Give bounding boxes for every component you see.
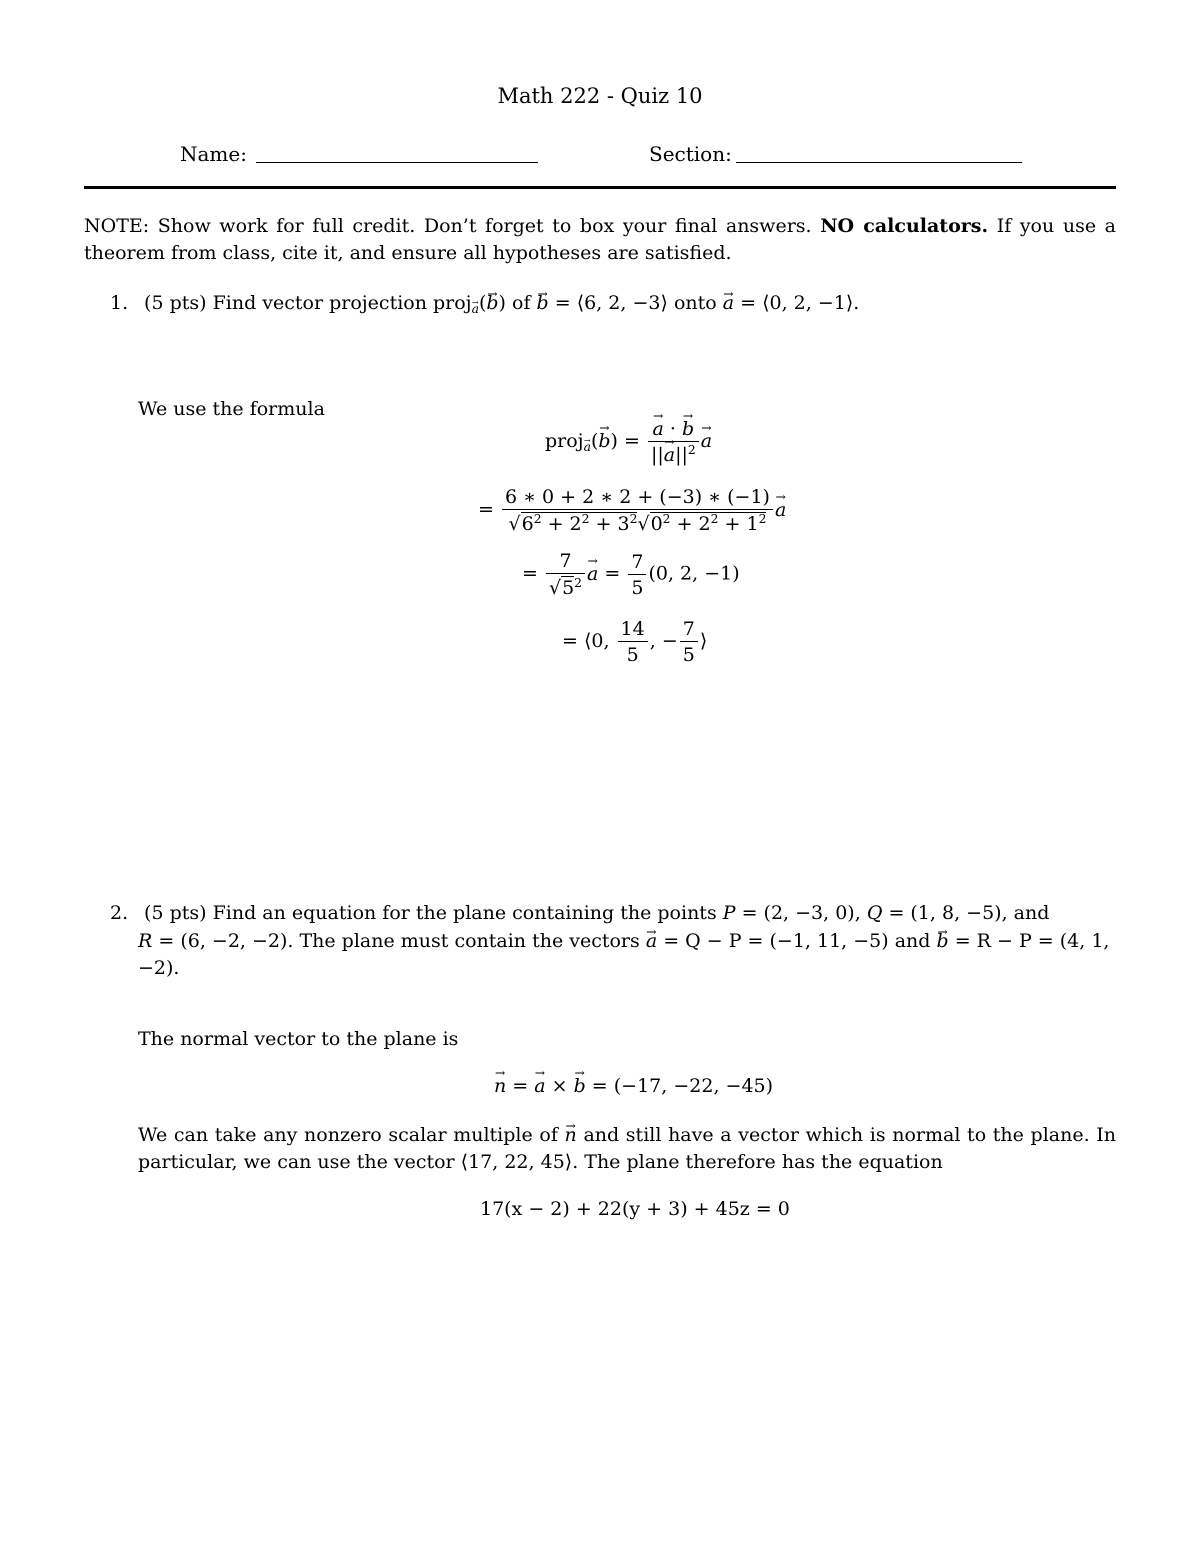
vector-a: a →	[646, 928, 657, 955]
q2-normal-vector: n → = a → × b → = (−17, −22, −45)	[494, 1075, 773, 1097]
note-part2: If you use a theorem from class, cite it, and ensure all hypotheses are satisfied.	[84, 215, 1117, 264]
vector-b: b →	[537, 290, 549, 317]
proj-expression: proj$_a$(b →)	[433, 292, 506, 314]
question-2-line-2: R = (6, −2, −2). The plane must contain the vectors a → = Q − P = (−1, 11, −5) and b → = R − P = (4, 1, −2).	[138, 928, 1128, 982]
section-label: Section:	[649, 142, 732, 166]
q1-formula-line-4: = ⟨0, $\frac{14}{5}$ , − $\frac{7}{5}$ ⟩	[562, 618, 708, 666]
vector-n: n →	[565, 1122, 577, 1149]
vector-a: a →	[723, 290, 734, 317]
question-2-number: 2.	[110, 902, 129, 924]
q2-paragraph: We can take any nonzero scalar multiple of n → and still have a vector which is normal to the plane. In particular, we can use the vector ⟨17, 22, 45⟩. The plane therefore has the equation	[138, 1122, 1116, 1176]
question-1: 1. (5 pts) Find vector projection proj$_a$(b →) of b → = ⟨6, 2, −3⟩ onto a → = ⟨0, 2, −1⟩.	[110, 290, 1120, 317]
note-part1: NOTE: Show work for full credit. Don’t forget to box your final answers.	[84, 215, 812, 237]
q1-formula-line-2: = $\frac{6 ∗ 0 + 2 ∗ 2 + (-3) ∗ (-1)}{√6^2 + 2^2 + 3^2√0^2 + 2^2 + 1^2}$ a →	[478, 486, 786, 535]
header-rule	[84, 186, 1116, 189]
page-title: Math 222 - Quiz 10	[497, 84, 703, 108]
q2-intro: The normal vector to the plane is	[138, 1028, 459, 1050]
question-1-prompt: (5 pts) Find vector projection	[144, 292, 427, 314]
q1-formula-line-3: = $\frac{7}{√5^2}$ a → = $\frac{7}{5}$ (0, 2, −1)	[522, 550, 740, 599]
vector-b: b →	[937, 928, 949, 955]
note-bold: NO calculators.	[820, 215, 989, 237]
name-field-line[interactable]	[256, 162, 538, 163]
q1-intro: We use the formula	[138, 398, 325, 420]
name-label: Name:	[180, 142, 247, 166]
q2-final-equation: 17(x − 2) + 22(y + 3) + 45z = 0	[480, 1198, 790, 1220]
question-1-number: 1.	[110, 292, 129, 314]
instructions-note	[84, 213, 1116, 267]
section-field-line[interactable]	[736, 162, 1022, 163]
question-2: 2. (5 pts) Find an equation for the plane containing the points P = (2, −3, 0), Q = (1, 8, −5), and	[110, 900, 1120, 927]
q1-formula-line-1: proj$_a$(b →) = $\frac{a \to \cdot b \to}{||a \to||^2}$ a →	[545, 418, 712, 466]
